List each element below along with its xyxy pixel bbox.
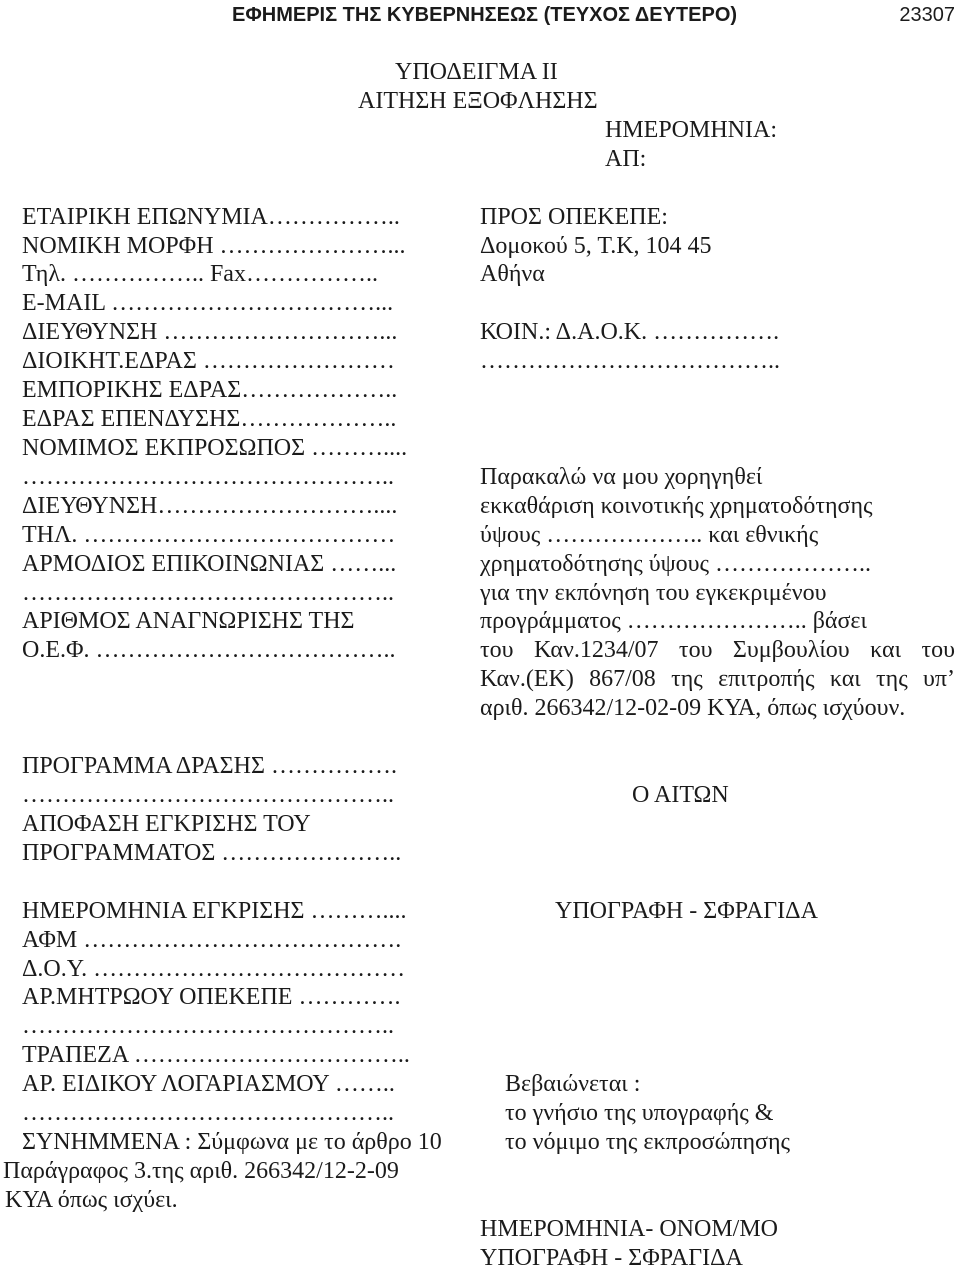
legal-representative-field: ΝΟΜΙΜΟΣ ΕΚΠΡΟΣΩΠΟΣ ……….... (22, 434, 408, 461)
certification-line: το γνήσιο της υπογραφής & (505, 1100, 774, 1127)
investment-site-field: ΕΔΡΑΣ ΕΠΕΝΔΥΣΗΣ……………….. (22, 406, 397, 433)
applicant-signature-stamp: ΥΠΟΓΡΑΦΗ - ΣΦΡΑΓΙΔΑ (555, 897, 818, 924)
request-line: Καν.(ΕΚ) 867/08 της επιτροπής και της υπ’ (480, 666, 955, 693)
form-title: ΥΠΟΔΕΙΓΜΑ II (395, 59, 558, 85)
attachments-line: Παράγραφος 3.της αριθ. 266342/12-2-09 (3, 1157, 399, 1184)
tax-office-field: Δ.Ο.Υ. ………………………………… (22, 955, 406, 982)
request-line: εκκαθάριση κοινοτικής χρηματοδότησης (480, 492, 873, 519)
request-line: για την εκπόνηση του εγκεκριμένου (480, 579, 827, 606)
cc-blank: ……………………………….. (480, 348, 780, 375)
special-account-field: ΑΡ. ΕΙΔΙΚΟΥ ΛΟΓΑΡΙΑΣΜΟΥ …….. (22, 1071, 395, 1098)
contact-person-blank: ……………………………………….. (22, 579, 394, 606)
applicant-label: Ο ΑΙΤΩΝ (632, 782, 729, 808)
bank-field: ΤΡΑΠΕΖΑ …………………………….. (22, 1042, 410, 1069)
attachments-line: ΚΥΑ όπως ισχύει. (5, 1186, 178, 1213)
protocol-number-label: ΑΠ: (605, 145, 647, 172)
request-line: χρηματοδότησης ύψους ……………….. (480, 550, 872, 577)
approval-decision-field: ΠΡΟΓΡΑΜΜΑΤΟΣ ………………….. (22, 839, 402, 866)
recipient-city: Αθήνα (480, 261, 545, 288)
certification-line: το νόμιμο της εκπροσώπησης (505, 1129, 791, 1156)
company-name-field: ΕΤΑΙΡΙΚΗ ΕΠΩΝΥΜΙΑ…………….. (22, 203, 400, 230)
form-subtitle: ΑΙΤΗΣΗ ΕΞΟΦΛΗΣΗΣ (358, 87, 598, 114)
phone-fax-field: Τηλ. …………….. Fax…………….. (22, 261, 378, 288)
recognition-number-label: ΑΡΙΘΜΟΣ ΑΝΑΓΝΩΡΙΣΗΣ ΤΗΣ (22, 608, 355, 635)
special-account-blank: ……………………………………….. (22, 1100, 394, 1127)
request-line: αριθ. 266342/12-02-09 ΚΥΑ, όπως ισχύουν. (480, 695, 906, 722)
legal-form-field: ΝΟΜΙΚΗ ΜΟΡΦΗ …………………... (22, 232, 406, 259)
address-field: ΔΙΕΥΘΥΝΣΗ ………………………... (22, 319, 398, 346)
head-office-field: ΔΙΟΙΚΗΤ.ΕΔΡΑΣ …………………… (22, 348, 395, 375)
representative-address-field: ΔΙΕΥΘΥΝΣΗ……………………….... (22, 492, 398, 519)
attachments-line: ΣΥΝΗΜΜΕΝΑ : Σύμφωνα με το άρθρο 10 (22, 1129, 442, 1156)
date-label: ΗΜΕΡΟΜΗΝΙΑ: (605, 116, 778, 143)
tax-id-field: ΑΦΜ …………………………………. (22, 926, 402, 953)
request-line: προγράμματος ………………….. βάσει (480, 608, 867, 635)
request-line: Παρακαλώ να μου χορηγηθεί (480, 463, 763, 490)
approval-date-field: ΗΜΕΡΟΜΗΝΙΑ ΕΓΚΡΙΣΗΣ ……….... (22, 897, 407, 924)
approval-decision-label: ΑΠΟΦΑΣΗ ΕΓΚΡΙΣΗΣ ΤΟΥ (22, 810, 311, 837)
opekepe-registry-blank: ……………………………………….. (22, 1013, 394, 1040)
action-program-field: ΠΡΟΓΡΑΜΜΑ ΔΡΑΣΗΣ ……………. (22, 753, 397, 780)
recognition-number-field: Ο.Ε.Φ. ……………………………….. (22, 637, 396, 664)
certifier-signature-stamp: ΥΠΟΓΡΑΦΗ - ΣΦΡΑΓΙΔΑ (480, 1244, 743, 1271)
request-line: του Καν.1234/07 του Συμβουλίου και του (480, 637, 955, 664)
contact-person-field: ΑΡΜΟΔΙΟΣ ΕΠΙΚΟΙΝΩΝΙΑΣ ……... (22, 550, 397, 577)
email-field: E-MAIL ……………………………... (22, 290, 394, 317)
request-line: ύψους ……………….. και εθνικής (480, 521, 819, 548)
gazette-header-title: ΕΦΗΜΕΡΙΣ ΤΗΣ ΚΥΒΕΡΝΗΣΕΩΣ (ΤΕΥΧΟΣ ΔΕΥΤΕΡΟ) (232, 4, 738, 26)
action-program-blank: ……………………………………….. (22, 782, 394, 808)
commercial-office-field: ΕΜΠΟΡΙΚΗΣ ΕΔΡΑΣ……………….. (22, 377, 398, 404)
recipient-address: Δομοκού 5, Τ.Κ, 104 45 (480, 232, 712, 259)
certification-line: Βεβαιώνεται : (505, 1071, 641, 1098)
cc-line: ΚΟΙΝ.: Δ.Α.Ο.Κ. ……………. (480, 319, 780, 346)
page-number: 23307 (899, 4, 955, 26)
representative-phone-field: ΤΗΛ. ………………………………… (22, 521, 396, 548)
recipient-line: ΠΡΟΣ ΟΠΕΚΕΠΕ: (480, 203, 668, 230)
legal-representative-blank: ……………………………………….. (22, 463, 394, 490)
opekepe-registry-field: ΑΡ.ΜΗΤΡΩΟΥ ΟΠΕΚΕΠΕ …………. (22, 984, 401, 1011)
certifier-date-name: ΗΜΕΡΟΜΗΝΙΑ- ΟΝΟΜ/ΜΟ (480, 1215, 779, 1242)
